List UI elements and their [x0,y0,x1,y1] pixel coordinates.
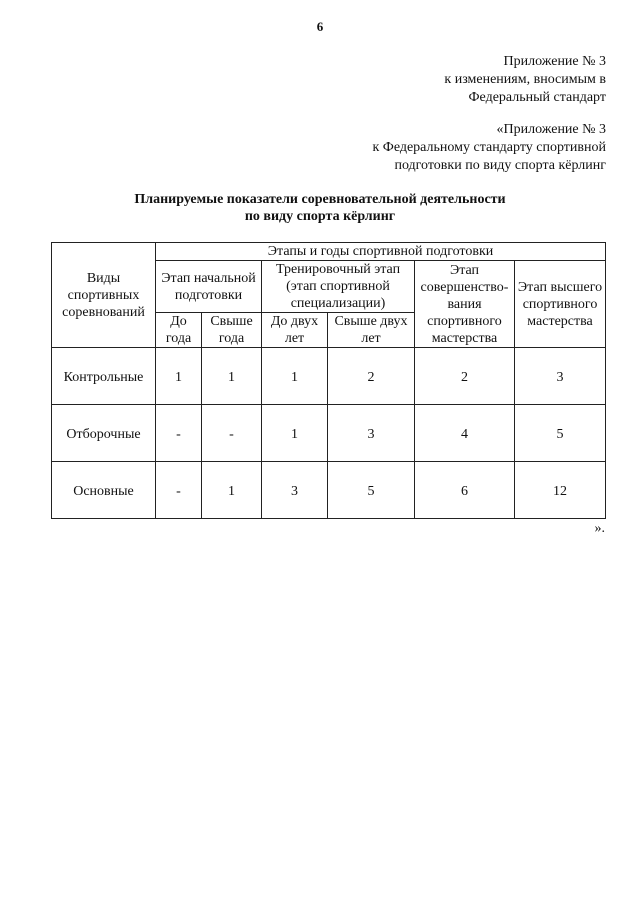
table-row [52,348,606,405]
page-number: 6 [316,19,324,34]
appendix-inner-line: подготовки по виду спорта кёрлинг [394,158,606,173]
value-cell: 1 [202,348,262,405]
appendix-header-line: к изменениям, вносимым в [444,72,606,87]
stage-improvement-header: Этап совершенство-вания спортивного мастерства [415,261,515,348]
subheader-over-two-years: Свыше двух лет [328,313,415,348]
value-cell: - [202,405,262,462]
subheader-until-two-years: До двух лет [262,313,328,348]
value-cell: 1 [156,348,202,405]
value-cell: 4 [415,405,515,462]
appendix-header-line: Федеральный стандарт [468,90,606,105]
subheader-until-one-year: До года [156,313,202,348]
value-cell: 5 [515,405,606,462]
value-cell: 1 [262,405,328,462]
stages-group-header: Этапы и годы спортивной подготовки [156,243,606,261]
competition-type-cell: Контрольные [52,348,156,405]
appendix-header [444,53,606,107]
value-cell: 1 [202,462,262,519]
stage-training-header: Тренировочный этап (этап спортивной специализации) [262,261,415,313]
competition-type-cell: Основные [52,462,156,519]
value-cell: - [156,462,202,519]
value-cell: 6 [415,462,515,519]
appendix-header-line: Приложение № 3 [503,54,606,69]
value-cell: 1 [262,348,328,405]
subheader-over-one-year: Свыше года [202,313,262,348]
document-title [0,191,640,225]
appendix-inner-line: «Приложение № 3 [496,122,606,137]
value-cell: - [156,405,202,462]
document-title-line-1: Планируемые показатели соревновательной деятельности [134,192,506,207]
appendix-inner-line: к Федеральному стандарту спортивной [372,140,606,155]
table-row [52,462,606,519]
stage-highest-header: Этап высшего спортивного мастерства [515,261,606,348]
appendix-inner-header [372,121,606,175]
table-row [52,405,606,462]
document-title-line-2: по виду спорта кёрлинг [244,209,396,224]
value-cell: 3 [515,348,606,405]
value-cell: 3 [262,462,328,519]
value-cell: 5 [328,462,415,519]
competition-types-header: Виды спортивных соревнований [52,243,156,348]
value-cell: 2 [328,348,415,405]
stage-initial-header: Этап начальной подготовки [156,261,262,313]
competition-indicators-table [51,242,606,519]
value-cell: 12 [515,462,606,519]
value-cell: 2 [415,348,515,405]
value-cell: 3 [328,405,415,462]
competition-type-cell: Отборочные [52,405,156,462]
closing-quote-mark: ». [594,521,605,536]
